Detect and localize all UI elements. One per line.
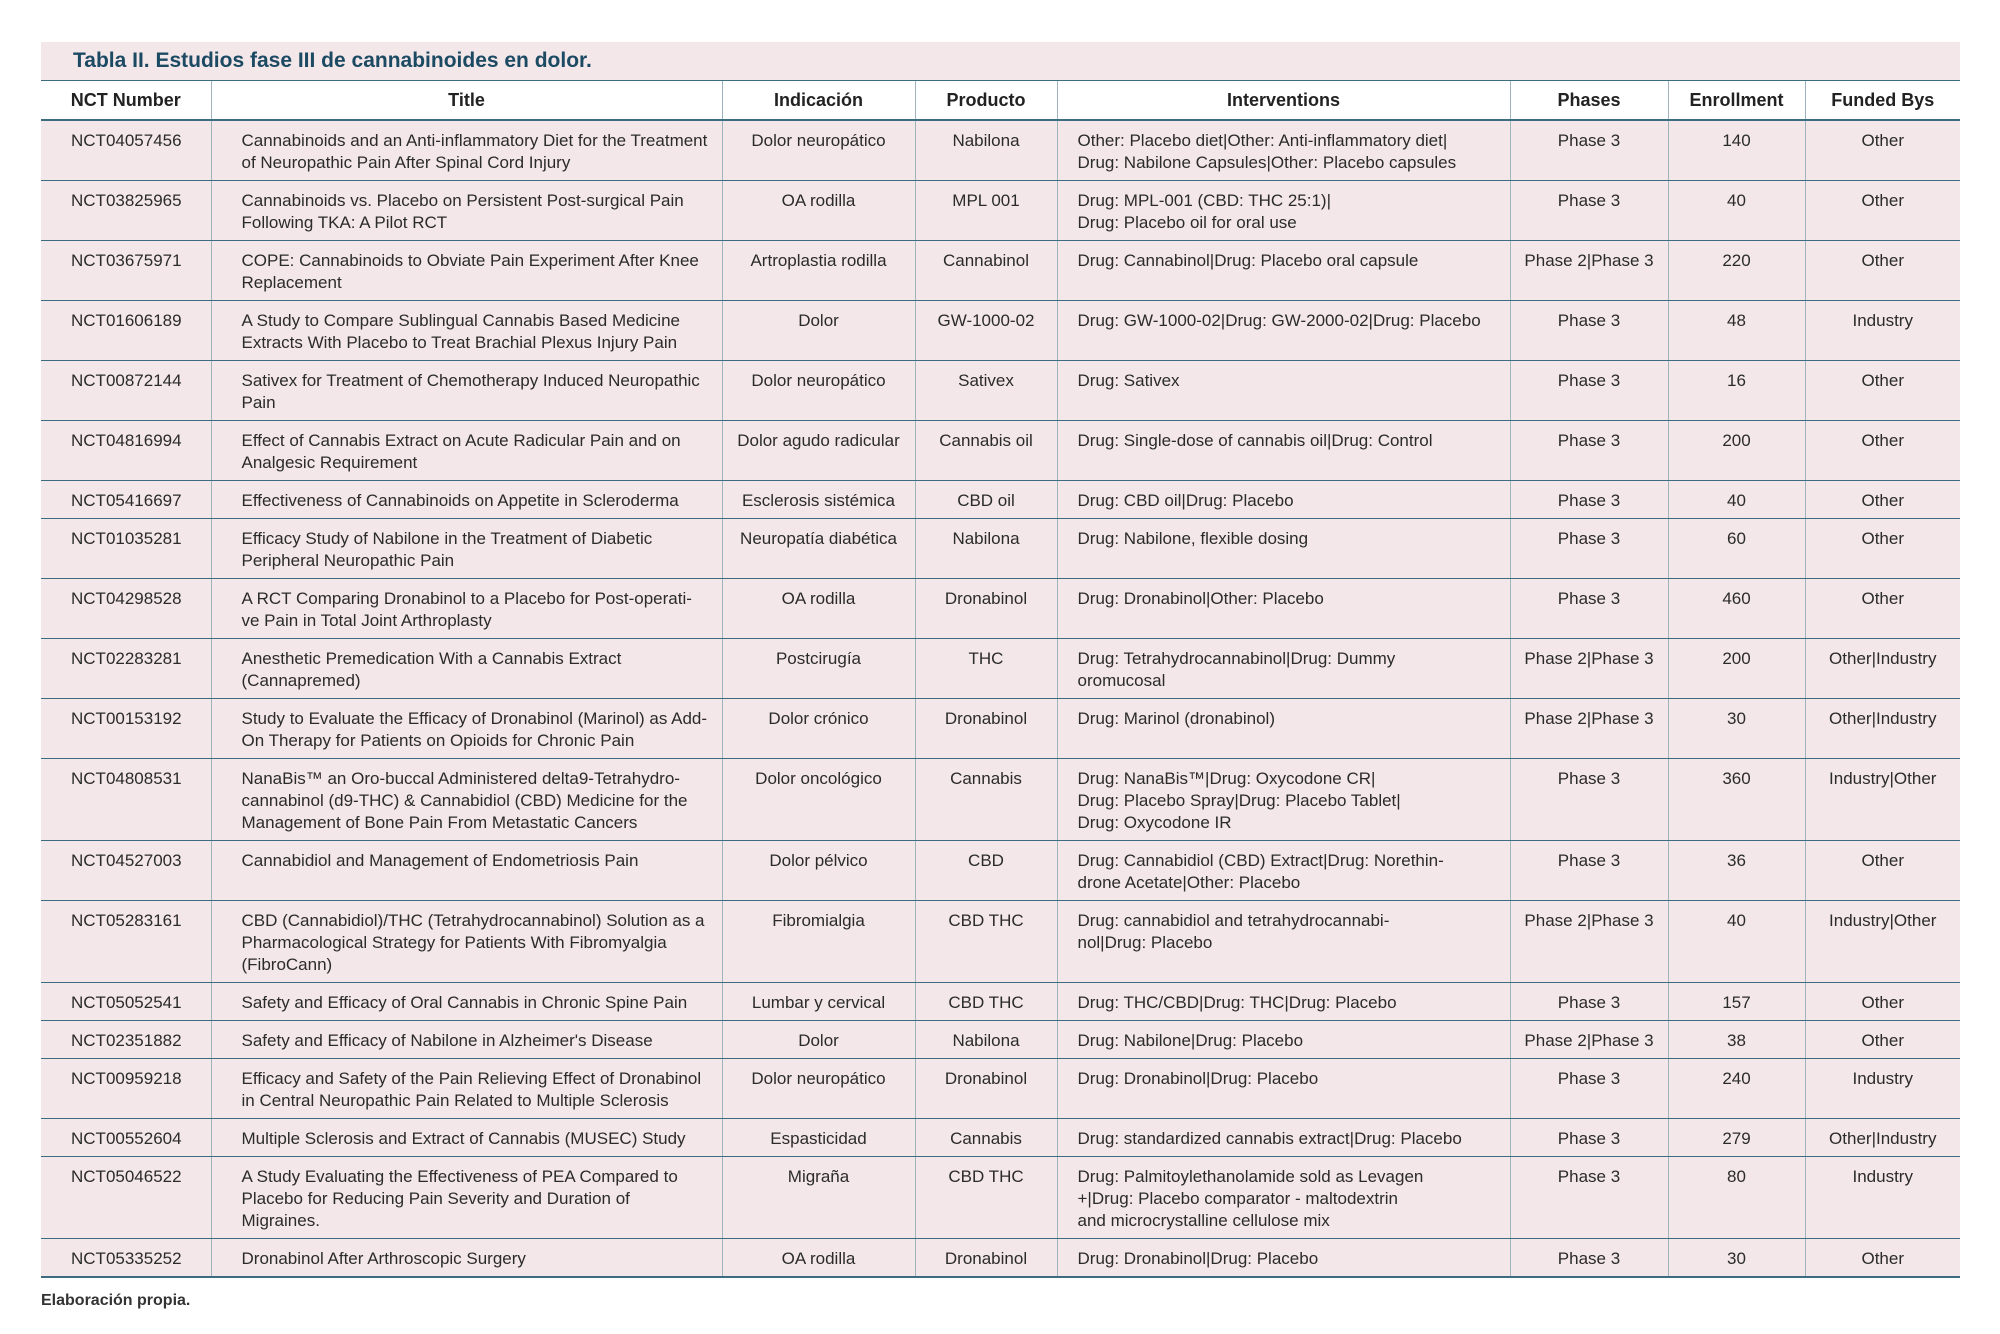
cell-title: Cannabinoids vs. Placebo on Persistent Post-surgical Pain Following TKA: A Pilot RCT	[211, 181, 722, 241]
cell-title: A Study to Compare Sublingual Cannabis Based Medicine Extracts With Placebo to Treat Brachial Plexus Injury Pain	[211, 301, 722, 361]
cell-enrollment: 80	[1668, 1157, 1805, 1239]
cell-producto: CBD THC	[915, 983, 1057, 1021]
cell-enrollment: 38	[1668, 1021, 1805, 1059]
cell-interventions: Drug: Dronabinol|Drug: Placebo	[1057, 1239, 1510, 1278]
cell-interventions: Drug: cannabidiol and tetrahydrocannabi- nol|Drug: Placebo	[1057, 901, 1510, 983]
table-row	[41, 120, 1960, 181]
cell-enrollment: 30	[1668, 699, 1805, 759]
table-row	[41, 481, 1960, 519]
cell-enrollment: 200	[1668, 639, 1805, 699]
cell-indicacion: Esclerosis sistémica	[722, 481, 915, 519]
cell-phases: Phase 3	[1510, 579, 1668, 639]
cell-funded: Other	[1805, 361, 1960, 421]
cell-funded: Industry|Other	[1805, 759, 1960, 841]
cell-indicacion: Neuropatía diabética	[722, 519, 915, 579]
cell-nct: NCT04808531	[41, 759, 211, 841]
cell-interventions: Drug: GW-1000-02|Drug: GW-2000-02|Drug: Placebo	[1057, 301, 1510, 361]
cell-title: Effectiveness of Cannabinoids on Appetite in Scleroderma	[211, 481, 722, 519]
cell-nct: NCT05283161	[41, 901, 211, 983]
cell-title: Sativex for Treatment of Chemotherapy Induced Neuropathic Pain	[211, 361, 722, 421]
table-row	[41, 241, 1960, 301]
cell-producto: Cannabis	[915, 1119, 1057, 1157]
cell-indicacion: OA rodilla	[722, 1239, 915, 1278]
cell-producto: Nabilona	[915, 120, 1057, 181]
cell-phases: Phase 3	[1510, 1119, 1668, 1157]
cell-nct: NCT00872144	[41, 361, 211, 421]
cell-interventions: Drug: THC/CBD|Drug: THC|Drug: Placebo	[1057, 983, 1510, 1021]
cell-nct: NCT05335252	[41, 1239, 211, 1278]
cell-phases: Phase 2|Phase 3	[1510, 1021, 1668, 1059]
cell-enrollment: 157	[1668, 983, 1805, 1021]
cell-producto: Dronabinol	[915, 579, 1057, 639]
table-row	[41, 519, 1960, 579]
cell-enrollment: 60	[1668, 519, 1805, 579]
cell-phases: Phase 3	[1510, 759, 1668, 841]
cell-funded: Industry	[1805, 1157, 1960, 1239]
cell-funded: Other	[1805, 983, 1960, 1021]
cell-phases: Phase 3	[1510, 120, 1668, 181]
cell-indicacion: Lumbar y cervical	[722, 983, 915, 1021]
cell-enrollment: 200	[1668, 421, 1805, 481]
col-header-nct: NCT Number	[41, 81, 211, 121]
cell-phases: Phase 3	[1510, 1157, 1668, 1239]
cell-phases: Phase 3	[1510, 301, 1668, 361]
cell-phases: Phase 3	[1510, 481, 1668, 519]
cell-interventions: Drug: Nabilone|Drug: Placebo	[1057, 1021, 1510, 1059]
table-row	[41, 901, 1960, 983]
cell-interventions: Drug: Tetrahydrocannabinol|Drug: Dummy oromucosal	[1057, 639, 1510, 699]
cell-producto: Sativex	[915, 361, 1057, 421]
cell-indicacion: Dolor pélvico	[722, 841, 915, 901]
cell-interventions: Drug: standardized cannabis extract|Drug: Placebo	[1057, 1119, 1510, 1157]
cell-interventions: Drug: CBD oil|Drug: Placebo	[1057, 481, 1510, 519]
cell-indicacion: Dolor neuropático	[722, 1059, 915, 1119]
cell-indicacion: Dolor crónico	[722, 699, 915, 759]
cell-funded: Other|Industry	[1805, 639, 1960, 699]
cell-interventions: Drug: Cannabinol|Drug: Placebo oral capsule	[1057, 241, 1510, 301]
cell-title: Cannabidiol and Management of Endometriosis Pain	[211, 841, 722, 901]
table-row	[41, 983, 1960, 1021]
cell-nct: NCT03675971	[41, 241, 211, 301]
col-header-funded: Funded Bys	[1805, 81, 1960, 121]
cell-producto: Nabilona	[915, 1021, 1057, 1059]
cell-interventions: Drug: Sativex	[1057, 361, 1510, 421]
col-header-enrollment: Enrollment	[1668, 81, 1805, 121]
table-row	[41, 579, 1960, 639]
cell-interventions: Drug: Single-dose of cannabis oil|Drug: Control	[1057, 421, 1510, 481]
table-row	[41, 1059, 1960, 1119]
source-note: Elaboración propia.	[41, 1292, 191, 1309]
cell-enrollment: 40	[1668, 181, 1805, 241]
cell-producto: THC	[915, 639, 1057, 699]
cell-nct: NCT01035281	[41, 519, 211, 579]
cell-title: COPE: Cannabinoids to Obviate Pain Experiment After Knee Replacement	[211, 241, 722, 301]
table-row	[41, 1119, 1960, 1157]
cell-interventions: Drug: Marinol (dronabinol)	[1057, 699, 1510, 759]
cell-indicacion: Espasticidad	[722, 1119, 915, 1157]
col-header-phases: Phases	[1510, 81, 1668, 121]
table-panel	[41, 42, 1960, 1278]
cell-producto: Dronabinol	[915, 699, 1057, 759]
cell-indicacion: Dolor agudo radicular	[722, 421, 915, 481]
cell-producto: CBD THC	[915, 901, 1057, 983]
studies-table	[41, 80, 1960, 1278]
cell-phases: Phase 2|Phase 3	[1510, 901, 1668, 983]
cell-indicacion: Dolor	[722, 1021, 915, 1059]
cell-enrollment: 30	[1668, 1239, 1805, 1278]
cell-phases: Phase 3	[1510, 181, 1668, 241]
table-row	[41, 421, 1960, 481]
cell-funded: Other	[1805, 181, 1960, 241]
cell-enrollment: 220	[1668, 241, 1805, 301]
cell-indicacion: Dolor	[722, 301, 915, 361]
cell-title: A Study Evaluating the Effectiveness of PEA Compared to Placebo for Reducing Pain Severity and Duration of Migraines.	[211, 1157, 722, 1239]
cell-funded: Other	[1805, 1021, 1960, 1059]
cell-phases: Phase 3	[1510, 421, 1668, 481]
cell-funded: Other	[1805, 519, 1960, 579]
cell-title: Safety and Efficacy of Nabilone in Alzheimer's Disease	[211, 1021, 722, 1059]
cell-producto: Nabilona	[915, 519, 1057, 579]
cell-producto: MPL 001	[915, 181, 1057, 241]
cell-interventions: Drug: Dronabinol|Drug: Placebo	[1057, 1059, 1510, 1119]
cell-enrollment: 48	[1668, 301, 1805, 361]
cell-nct: NCT04816994	[41, 421, 211, 481]
cell-funded: Other	[1805, 481, 1960, 519]
cell-title: NanaBis™ an Oro-buccal Administered delta9-Tetrahydro- cannabinol (d9-THC) & Cannabidiol (CBD) Medicine for the Management of Bone Pain From Metastatic Cancers	[211, 759, 722, 841]
cell-funded: Other	[1805, 241, 1960, 301]
cell-nct: NCT01606189	[41, 301, 211, 361]
cell-nct: NCT03825965	[41, 181, 211, 241]
cell-title: Efficacy Study of Nabilone in the Treatment of Diabetic Peripheral Neuropathic Pain	[211, 519, 722, 579]
cell-title: CBD (Cannabidiol)/THC (Tetrahydrocannabinol) Solution as a Pharmacological Strategy for Patients With Fibromyalgia (FibroCann)	[211, 901, 722, 983]
cell-producto: CBD	[915, 841, 1057, 901]
cell-producto: CBD THC	[915, 1157, 1057, 1239]
cell-nct: NCT05416697	[41, 481, 211, 519]
cell-nct: NCT04298528	[41, 579, 211, 639]
cell-enrollment: 279	[1668, 1119, 1805, 1157]
table-row	[41, 181, 1960, 241]
cell-phases: Phase 3	[1510, 361, 1668, 421]
cell-funded: Industry	[1805, 301, 1960, 361]
cell-producto: GW-1000-02	[915, 301, 1057, 361]
cell-interventions: Drug: Cannabidiol (CBD) Extract|Drug: Norethin- drone Acetate|Other: Placebo	[1057, 841, 1510, 901]
table-row	[41, 841, 1960, 901]
cell-enrollment: 240	[1668, 1059, 1805, 1119]
cell-producto: Cannabinol	[915, 241, 1057, 301]
cell-producto: Cannabis	[915, 759, 1057, 841]
cell-producto: CBD oil	[915, 481, 1057, 519]
cell-enrollment: 36	[1668, 841, 1805, 901]
cell-interventions: Drug: MPL-001 (CBD: THC 25:1)| Drug: Placebo oil for oral use	[1057, 181, 1510, 241]
cell-title: Effect of Cannabis Extract on Acute Radicular Pain and on Analgesic Requirement	[211, 421, 722, 481]
cell-funded: Other	[1805, 1239, 1960, 1278]
cell-indicacion: Dolor oncológico	[722, 759, 915, 841]
cell-title: A RCT Comparing Dronabinol to a Placebo for Post-operati- ve Pain in Total Joint Arthroplasty	[211, 579, 722, 639]
cell-phases: Phase 2|Phase 3	[1510, 241, 1668, 301]
cell-nct: NCT05052541	[41, 983, 211, 1021]
cell-title: Multiple Sclerosis and Extract of Cannabis (MUSEC) Study	[211, 1119, 722, 1157]
cell-interventions: Drug: NanaBis™|Drug: Oxycodone CR| Drug: Placebo Spray|Drug: Placebo Tablet| Drug: Oxycodone IR	[1057, 759, 1510, 841]
col-header-interventions: Interventions	[1057, 81, 1510, 121]
cell-phases: Phase 3	[1510, 1059, 1668, 1119]
cell-funded: Industry	[1805, 1059, 1960, 1119]
cell-producto: Dronabinol	[915, 1059, 1057, 1119]
cell-interventions: Drug: Palmitoylethanolamide sold as Levagen +|Drug: Placebo comparator - maltodextrin and microcrystalline cellulose mix	[1057, 1157, 1510, 1239]
cell-phases: Phase 3	[1510, 983, 1668, 1021]
cell-indicacion: Fibromialgia	[722, 901, 915, 983]
cell-enrollment: 40	[1668, 901, 1805, 983]
cell-producto: Cannabis oil	[915, 421, 1057, 481]
cell-funded: Other	[1805, 841, 1960, 901]
cell-nct: NCT05046522	[41, 1157, 211, 1239]
cell-funded: Other	[1805, 421, 1960, 481]
cell-phases: Phase 3	[1510, 841, 1668, 901]
cell-title: Study to Evaluate the Efficacy of Dronabinol (Marinol) as Add-On Therapy for Patients on Opioids for Chronic Pain	[211, 699, 722, 759]
cell-nct: NCT04057456	[41, 120, 211, 181]
cell-enrollment: 40	[1668, 481, 1805, 519]
cell-interventions: Other: Placebo diet|Other: Anti-inflammatory diet| Drug: Nabilone Capsules|Other: Placebo capsules	[1057, 120, 1510, 181]
cell-title: Anesthetic Premedication With a Cannabis Extract (Cannapremed)	[211, 639, 722, 699]
cell-nct: NCT04527003	[41, 841, 211, 901]
table-row	[41, 1157, 1960, 1239]
table-row	[41, 1239, 1960, 1278]
col-header-title: Title	[211, 81, 722, 121]
cell-interventions: Drug: Nabilone, flexible dosing	[1057, 519, 1510, 579]
cell-interventions: Drug: Dronabinol|Other: Placebo	[1057, 579, 1510, 639]
table-row	[41, 361, 1960, 421]
table-row	[41, 1021, 1960, 1059]
header-row	[41, 81, 1960, 121]
cell-nct: NCT00153192	[41, 699, 211, 759]
cell-indicacion: OA rodilla	[722, 579, 915, 639]
cell-enrollment: 460	[1668, 579, 1805, 639]
cell-title: Safety and Efficacy of Oral Cannabis in Chronic Spine Pain	[211, 983, 722, 1021]
cell-enrollment: 140	[1668, 120, 1805, 181]
cell-phases: Phase 3	[1510, 1239, 1668, 1278]
cell-indicacion: OA rodilla	[722, 181, 915, 241]
cell-enrollment: 16	[1668, 361, 1805, 421]
table-caption: Tabla II. Estudios fase III de cannabinoides en dolor.	[73, 49, 592, 72]
cell-indicacion: Artroplastia rodilla	[722, 241, 915, 301]
cell-funded: Other|Industry	[1805, 699, 1960, 759]
table-row	[41, 301, 1960, 361]
col-header-producto: Producto	[915, 81, 1057, 121]
cell-phases: Phase 2|Phase 3	[1510, 699, 1668, 759]
cell-nct: NCT02351882	[41, 1021, 211, 1059]
table-row	[41, 759, 1960, 841]
cell-nct: NCT00552604	[41, 1119, 211, 1157]
table-row	[41, 639, 1960, 699]
cell-title: Cannabinoids and an Anti-inflammatory Diet for the Treatment of Neuropathic Pain After Spinal Cord Injury	[211, 120, 722, 181]
cell-indicacion: Dolor neuropático	[722, 361, 915, 421]
cell-indicacion: Migraña	[722, 1157, 915, 1239]
cell-phases: Phase 3	[1510, 519, 1668, 579]
cell-nct: NCT00959218	[41, 1059, 211, 1119]
cell-nct: NCT02283281	[41, 639, 211, 699]
cell-enrollment: 360	[1668, 759, 1805, 841]
table-row	[41, 699, 1960, 759]
cell-producto: Dronabinol	[915, 1239, 1057, 1278]
col-header-indicacion: Indicación	[722, 81, 915, 121]
cell-indicacion: Postcirugía	[722, 639, 915, 699]
cell-indicacion: Dolor neuropático	[722, 120, 915, 181]
cell-funded: Other|Industry	[1805, 1119, 1960, 1157]
cell-phases: Phase 2|Phase 3	[1510, 639, 1668, 699]
cell-funded: Other	[1805, 579, 1960, 639]
cell-funded: Industry|Other	[1805, 901, 1960, 983]
cell-funded: Other	[1805, 120, 1960, 181]
cell-title: Efficacy and Safety of the Pain Relieving Effect of Dronabinol in Central Neuropathic Pain Related to Multiple Sclerosis	[211, 1059, 722, 1119]
cell-title: Dronabinol After Arthroscopic Surgery	[211, 1239, 722, 1278]
